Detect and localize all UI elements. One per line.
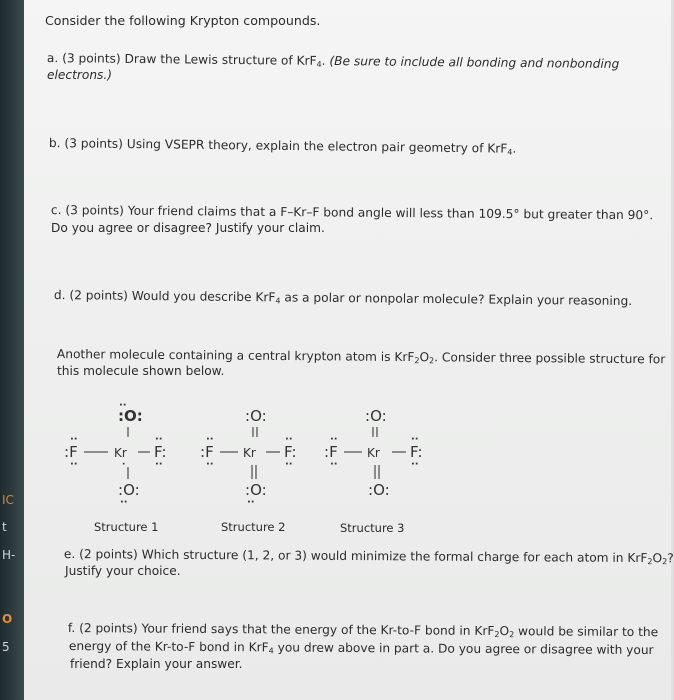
svg-text:··: ·· [285, 434, 293, 445]
svg-text:··: ·· [155, 459, 163, 470]
oxygen-top-2: :O: [245, 407, 267, 425]
question-e-line1: e. (2 points) Which structure (1, 2, or 3) would minimize the formal charge for each atom in $KrF_2O_2$? [63, 547, 674, 567]
svg-text:··: ·· [70, 434, 78, 445]
structure-3-label: Structure 3 [340, 521, 405, 535]
krypton-2: Kr [243, 446, 256, 460]
svg-text:··: ·· [155, 434, 163, 445]
svg-text:··: ·· [206, 459, 214, 470]
svg-text:··: ·· [330, 434, 338, 445]
question-f-line2: energy of the Kr-to-F bond in KrF$_4$ you drew above in part a. Do you agree or disagree with your [68, 639, 654, 658]
structure-2-label: Structure 2 [221, 520, 286, 534]
lewis-structures [40, 395, 660, 519]
question-f-line1: f. (2 points) Your friend says that the energy of the Kr-to-F bond in $KrF_2O_2$ would be similar to the [67, 621, 659, 640]
question-c-line1: c. (3 points) Your friend claims that a F–Kr–F bond angle will less than 109.5° but greater than 90°. [50, 202, 654, 223]
fluorine-right-1: F: [154, 443, 167, 461]
fluorine-left-1: :F [64, 443, 78, 461]
fluorine-right-3: F: [410, 443, 423, 461]
svg-text:··: ·· [411, 434, 419, 445]
structure-2-diagram [200, 407, 297, 508]
question-c-line2: Do you agree or disagree? Justify your claim. [51, 221, 325, 235]
krypton-1: Kr [114, 446, 127, 460]
svg-text:··: ·· [285, 459, 293, 470]
oxygen-top-3: :O: [365, 407, 387, 425]
lewis-structures-figure [40, 395, 660, 515]
svg-text:··: ·· [411, 459, 419, 470]
margin-mark: O [2, 612, 13, 626]
structure-3-diagram [324, 407, 423, 499]
question-b: b. (3 points) Using VSEPR theory, explain the electron pair geometry of KrF$_4$. [48, 135, 517, 157]
fluorine-left-2: :F [200, 443, 214, 461]
svg-text:··: ·· [247, 497, 255, 508]
margin-mark: H- [2, 548, 16, 562]
krf2o2-intro-line2: this molecule shown below. [57, 364, 225, 378]
margin-mark: t [2, 520, 7, 534]
photo-left-edge [0, 0, 24, 700]
margin-mark: IC [2, 493, 14, 507]
question-f-line3: friend? Explain your answer. [70, 657, 243, 671]
fluorine-left-3: :F [324, 443, 338, 461]
margin-mark: 5 [2, 640, 10, 654]
structure-1-label: Structure 1 [94, 520, 159, 534]
oxygen-top-1: :O: [118, 407, 143, 425]
question-d: d. (2 points) Would you describe KrF$_4$ as a polar or nonpolar molecule? Explain your reasoning. [53, 287, 633, 309]
question-a: a. (3 points) Draw the Lewis structure of KrF$_4$. (Be sure to include all bonding and nonbonding [46, 50, 620, 71]
svg-text:··: ·· [119, 400, 127, 411]
oxygen-bottom-1: :O: [118, 481, 140, 499]
question-a-line2: electrons.) [47, 68, 113, 82]
fluorine-right-2: F: [284, 443, 297, 461]
svg-text:··: ·· [206, 434, 214, 445]
svg-text:·: · [122, 460, 126, 470]
krypton-3: Kr [367, 446, 380, 460]
krf2o2-intro-line1: Another molecule containing a central krypton atom is $KrF_2O_2$. Consider three possible structure for [56, 346, 666, 367]
intro-text: Consider the following Krypton compounds. [45, 13, 321, 28]
structure-1-diagram [64, 400, 167, 508]
svg-text:··: ·· [120, 497, 128, 508]
svg-text:··: ·· [70, 459, 78, 470]
oxygen-bottom-2: :O: [245, 481, 267, 499]
question-e-line2: Justify your choice. [65, 564, 181, 578]
oxygen-bottom-3: :O: [368, 481, 390, 499]
svg-text:··: ·· [330, 459, 338, 470]
